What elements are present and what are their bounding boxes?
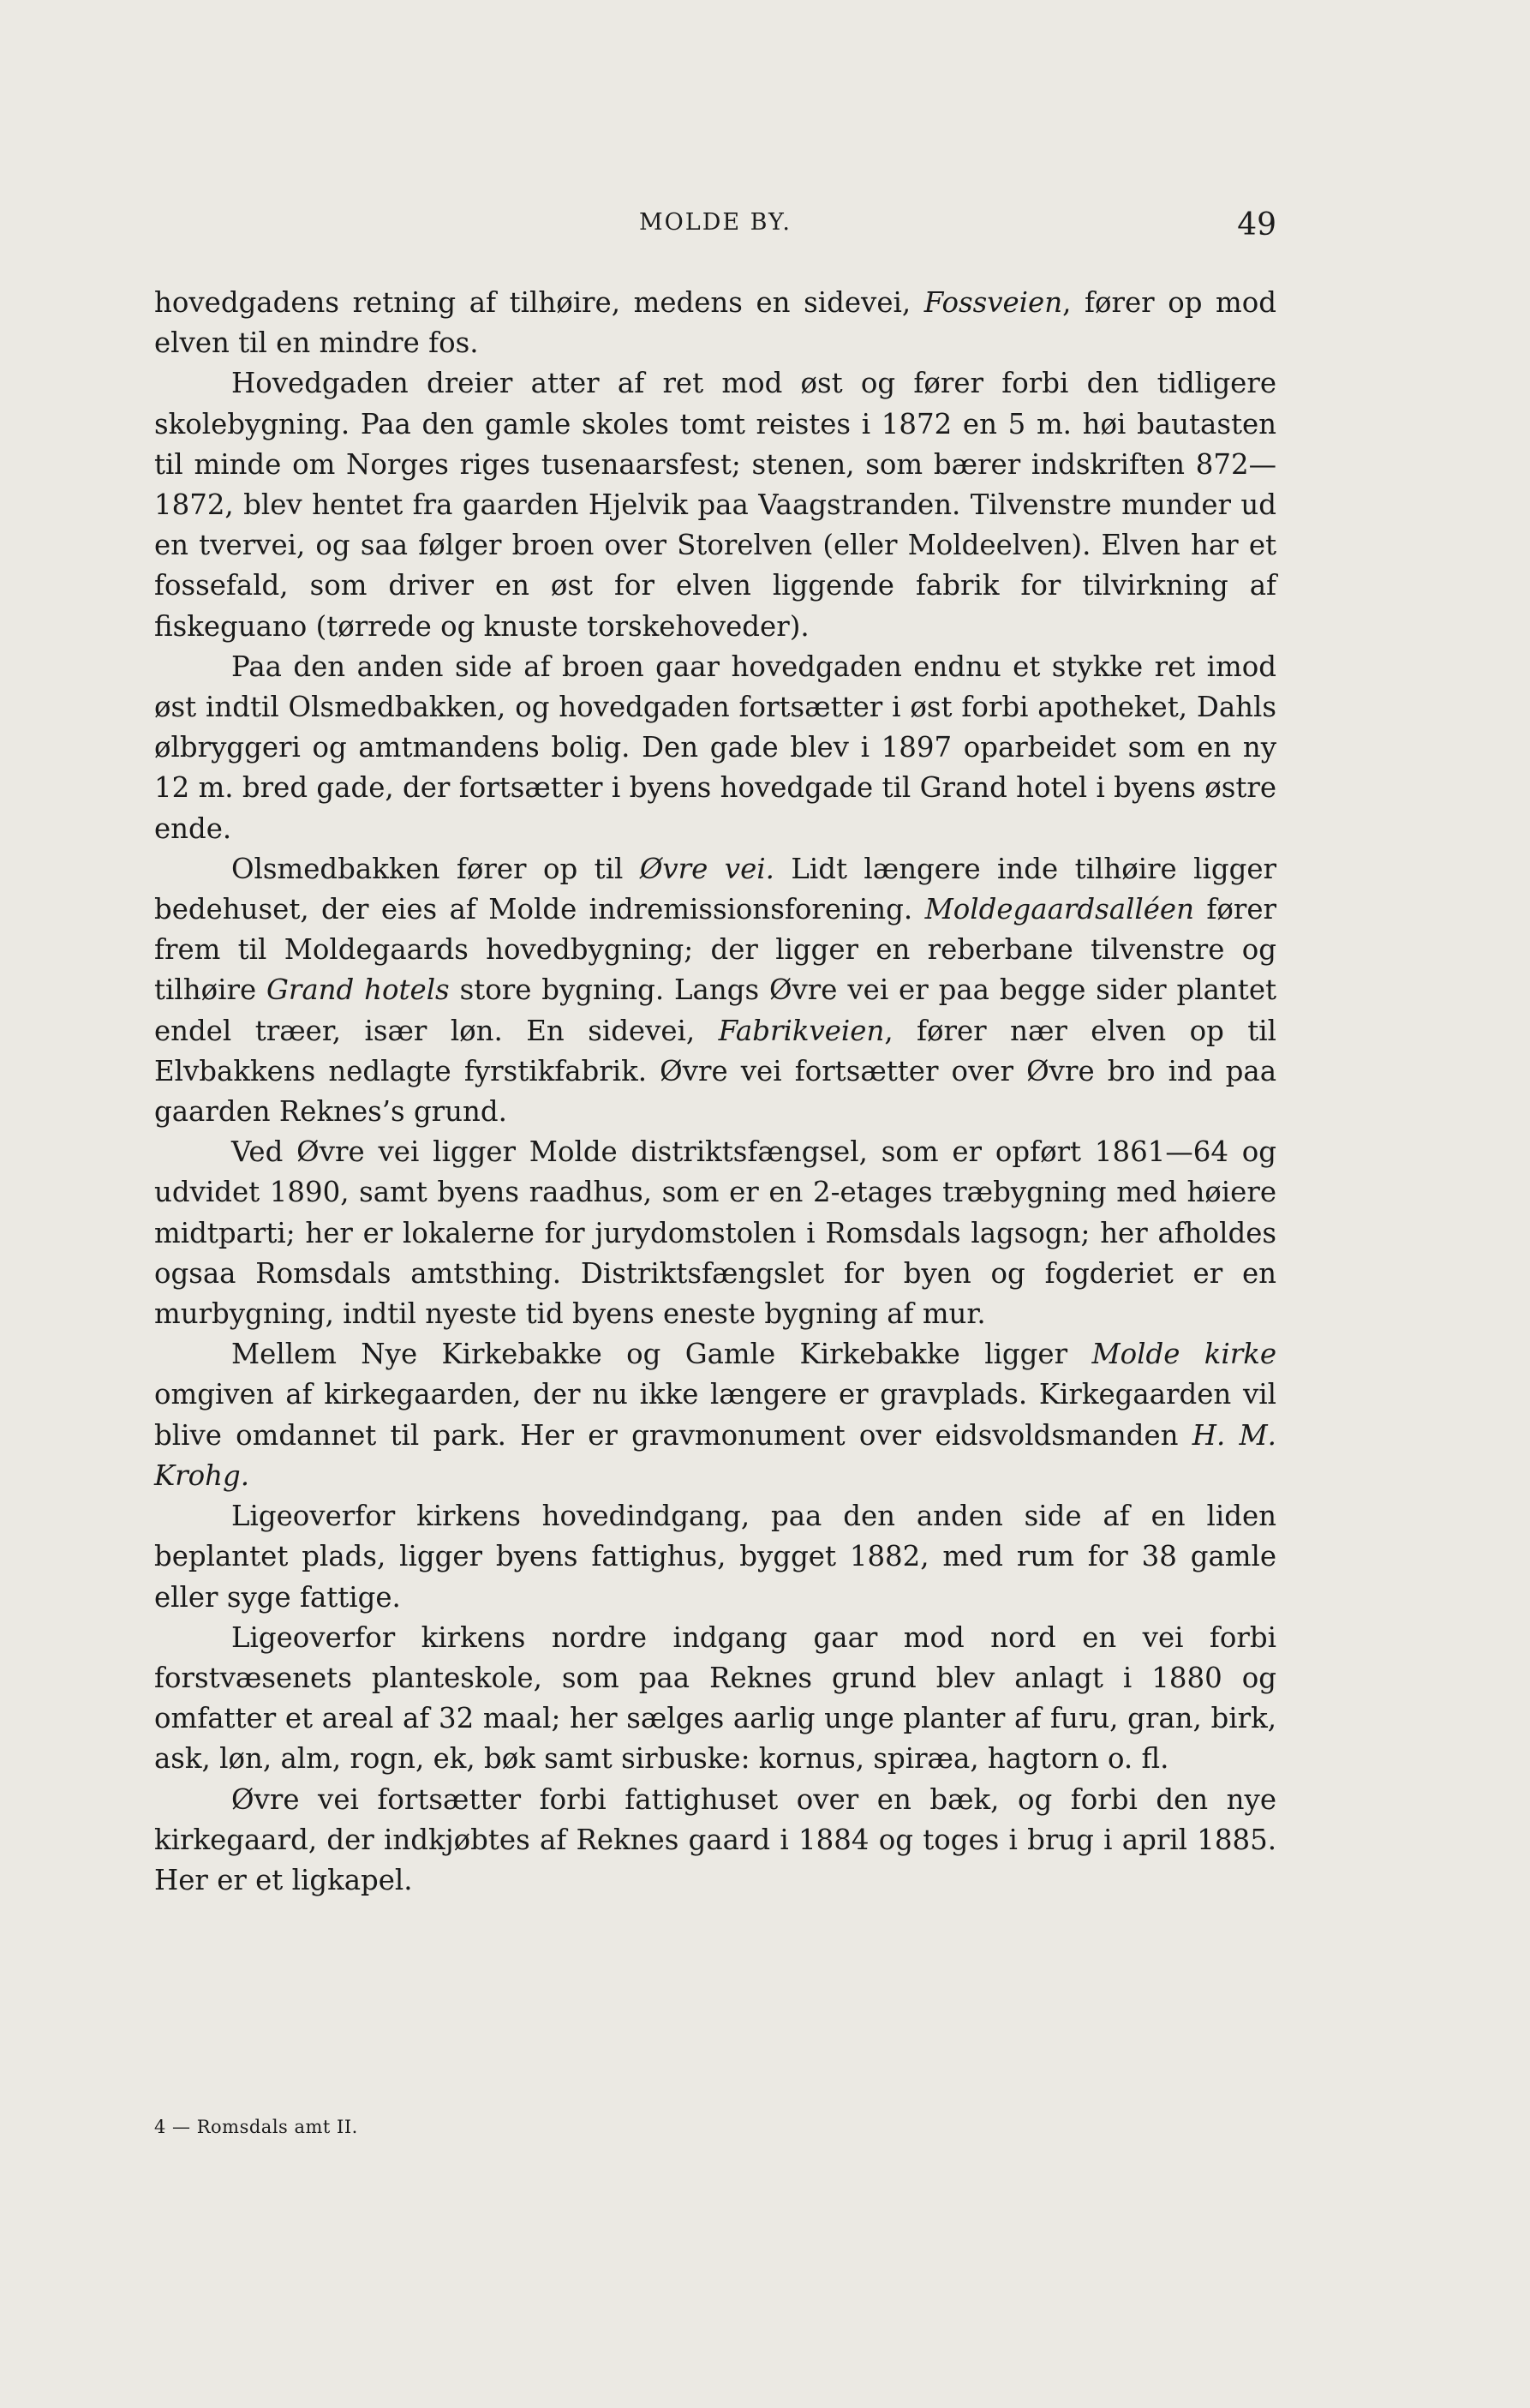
paragraph: Mellem Nye Kirkebakke og Gamle Kirkebakke ligger Molde kirke omgiven af kirkegaarden, der nu ikke længere er gravplads. Kirkegaarden vil blive omdannet til park. Her er gravmonument over eidsvoldsmanden H. M. Krohg. [154,1338,1276,1492]
paragraph: Hovedgaden dreier atter af ret mod øst og fører forbi den tidligere skolebygning. Paa den gamle skoles tomt reistes i 1872 en 5 m. høi bautasten til minde om Norges riges tusenaarsfest; stenen, som bærer indskriften 872—1872, blev hentet fra gaarden Hjelvik paa Vaagstranden. Tilvenstre munder ud en tvervei, og saa følger broen over Storelven (eller Moldeelven). Elven har et fossefald, som driver en øst for elven liggende fabrik for tilvirkning af fiskeguano (tørrede og knuste torskehoveder). [154,367,1276,643]
body-text [154,283,1276,1901]
page-header [154,204,1276,247]
signature-mark: 4 — Romsdals amt II. [154,2117,358,2137]
page-number: 49 [1237,207,1276,243]
paragraph: Ved Øvre vei ligger Molde distriktsfængsel, som er opført 1861—64 og udvidet 1890, samt byens raadhus, som er en 2-etages træbygning med høiere midtparti; her er lokalerne for jurydomstolen i Romsdals lagsogn; her afholdes ogsaa Romsdals amtsthing. Distriktsfængslet for byen og fogderiet er en murbygning, indtil nyeste tid byens eneste bygning af mur. [154,1135,1276,1331]
paragraph: Paa den anden side af broen gaar hovedgaden endnu et stykke ret imod øst indtil Olsmedbakken, og hovedgaden fortsætter i øst forbi apotheket, Dahls ølbryggeri og amtmandens bolig. Den gade blev i 1897 oparbeidet som en ny 12 m. bred gade, der fortsætter i byens hovedgade til Grand hotel i byens østre ende. [154,650,1276,845]
paragraph: Ligeoverfor kirkens nordre indgang gaar mod nord en vei forbi forstvæsenets planteskole, som paa Reknes grund blev anlagt i 1880 og omfatter et areal af 32 maal; her sælges aarlig unge planter af furu, gran, birk, ask, løn, alm, rogn, ek, bøk samt sirbuske: kornus, spiræa, hagtorn o. fl. [154,1620,1276,1776]
paragraph: Øvre vei fortsætter forbi fattighuset over en bæk, og forbi den nye kirkegaard, der indkjøbtes af Reknes gaard i 1884 og toges i brug i april 1885. Her er et ligkapel. [154,1782,1276,1896]
paragraph: Olsmedbakken fører op til Øvre vei. Lidt længere inde tilhøire ligger bedehuset, der eies af Molde indremissionsforening. Moldegaardsalléen fører frem til Moldegaards hovedbygning; der ligger en reberbane tilvenstre og tilhøire Grand hotels store bygning. Langs Øvre vei er paa begge sider plantet endel træer, især løn. En sidevei, Fabrikveien, fører nær elven op til Elvbakkens nedlagte fyrstikfabrik. Øvre vei fortsætter over Øvre bro ind paa gaarden Reknes’s grund. [154,852,1276,1129]
paragraph: hovedgadens retning af tilhøire, medens en sidevei, Fossveien, fører op mod elven til en mindre fos. [154,286,1276,360]
running-head: MOLDE BY. [639,209,792,236]
paragraph: Ligeoverfor kirkens hovedindgang, paa den anden side af en liden beplantet plads, ligger byens fattighus, bygget 1882, med rum for 38 gamle eller syge fattige. [154,1500,1276,1614]
